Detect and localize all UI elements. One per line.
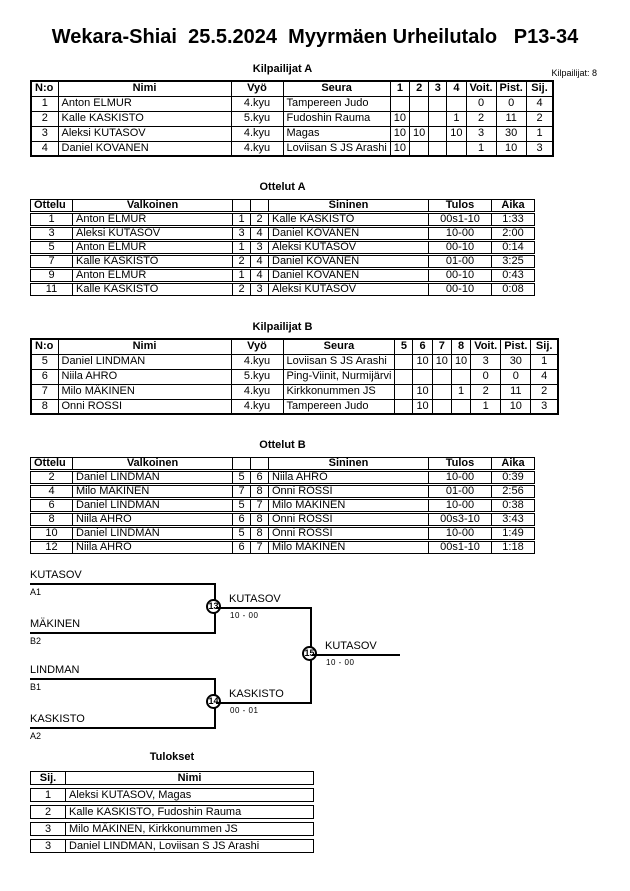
cell: 0:43 bbox=[491, 269, 535, 282]
cell: 3:25 bbox=[491, 255, 535, 268]
col-header-valkoinen: Valkoinen bbox=[72, 457, 232, 470]
col-header-vyo: Vyö bbox=[231, 339, 283, 354]
bracket-underline bbox=[30, 678, 216, 680]
result-row bbox=[30, 822, 314, 836]
col-header-blank bbox=[232, 199, 250, 212]
bracket-player-name: MÄKINEN bbox=[30, 618, 81, 630]
cell: Anton ELMUR bbox=[58, 96, 231, 111]
kilpailijat-a-table bbox=[30, 80, 554, 157]
cell: 2 bbox=[30, 471, 72, 484]
cell: Fudoshin Rauma bbox=[283, 111, 390, 126]
cell: 11 bbox=[496, 111, 526, 126]
cell bbox=[395, 399, 413, 414]
col-header-sij: Sij. bbox=[531, 339, 558, 354]
cell: 00s3-10 bbox=[428, 513, 491, 526]
cell: 10 bbox=[390, 141, 409, 156]
cell: 2 bbox=[250, 213, 268, 226]
cell: 3 bbox=[250, 283, 268, 296]
cell: Aleksi KUTASOV bbox=[268, 283, 428, 296]
ottelut-a-table bbox=[30, 198, 535, 297]
cell: 5.kyu bbox=[231, 111, 283, 126]
result-row bbox=[30, 805, 314, 819]
col-header-seura: Seura bbox=[283, 81, 390, 96]
cell: 2 bbox=[232, 255, 250, 268]
match-row bbox=[30, 485, 535, 498]
competitor-row bbox=[31, 354, 558, 369]
cell: 4 bbox=[526, 96, 553, 111]
match-row bbox=[30, 283, 535, 296]
col-header-tulos: Tulos bbox=[428, 199, 491, 212]
col-header-2: 2 bbox=[410, 81, 429, 96]
cell: 7 bbox=[232, 485, 250, 498]
cell: 3 bbox=[30, 227, 72, 240]
cell: 4.kyu bbox=[231, 96, 283, 111]
cell: 01-00 bbox=[428, 255, 491, 268]
cell: 4 bbox=[250, 227, 268, 240]
result-row bbox=[30, 839, 314, 853]
tulokset-table bbox=[30, 768, 314, 856]
col-header-pist: Pist. bbox=[501, 339, 531, 354]
col-header-seura: Seura bbox=[283, 339, 395, 354]
cell: 1 bbox=[232, 241, 250, 254]
bracket-score: 10 - 00 bbox=[230, 611, 259, 620]
bracket-underline bbox=[30, 632, 216, 634]
cell: 0:38 bbox=[491, 499, 535, 512]
col-header-5: 5 bbox=[395, 339, 413, 354]
cell: 0 bbox=[496, 96, 526, 111]
cell: Kalle KASKISTO bbox=[268, 213, 428, 226]
bracket-seed-label: A2 bbox=[30, 731, 42, 741]
cell: 8 bbox=[250, 527, 268, 540]
col-header-sij: Sij. bbox=[30, 771, 65, 785]
cell: Aleksi KUTASOV, Magas bbox=[65, 788, 314, 802]
col-header-voit: Voit. bbox=[466, 81, 496, 96]
competitor-row bbox=[31, 96, 553, 111]
cell: Daniel LINDMAN bbox=[72, 471, 232, 484]
cell: Niila AHRO bbox=[268, 471, 428, 484]
cell: 2 bbox=[30, 805, 65, 819]
cell: 3 bbox=[31, 126, 58, 141]
cell: 4 bbox=[250, 269, 268, 282]
cell: 0 bbox=[471, 369, 501, 384]
cell: Tampereen Judo bbox=[283, 96, 390, 111]
competitors-count: Kilpailijat: 8 bbox=[551, 68, 597, 78]
cell: 11 bbox=[501, 384, 531, 399]
cell: Anton ELMUR bbox=[72, 269, 232, 282]
match-row bbox=[30, 269, 535, 282]
cell: 7 bbox=[250, 541, 268, 554]
bracket-winner-name: KUTASOV bbox=[229, 593, 281, 605]
cell: 10 bbox=[410, 126, 429, 141]
cell: 0:39 bbox=[491, 471, 535, 484]
match-row bbox=[30, 227, 535, 240]
cell: 10 bbox=[501, 399, 531, 414]
cell: 10 bbox=[432, 354, 451, 369]
cell bbox=[429, 96, 447, 111]
col-header-blank bbox=[232, 457, 250, 470]
cell: 1 bbox=[447, 111, 466, 126]
cell: 10 bbox=[413, 399, 432, 414]
cell: Tampereen Judo bbox=[283, 399, 395, 414]
cell: Daniel LINDMAN, Loviisan S JS Arashi bbox=[65, 839, 314, 853]
bracket-winner-line bbox=[312, 654, 400, 656]
cell: 2 bbox=[471, 384, 501, 399]
cell: Loviisan S JS Arashi bbox=[283, 141, 390, 156]
col-header-sij: Sij. bbox=[526, 81, 553, 96]
cell: 30 bbox=[496, 126, 526, 141]
cell: 4 bbox=[30, 485, 72, 498]
cell: 11 bbox=[30, 283, 72, 296]
cell: 2:56 bbox=[491, 485, 535, 498]
cell: 4 bbox=[31, 141, 58, 156]
cell: Milo MÄKINEN, Kirkkonummen JS bbox=[65, 822, 314, 836]
cell: 0:08 bbox=[491, 283, 535, 296]
bracket-player-name: KASKISTO bbox=[30, 713, 85, 725]
cell: 3:43 bbox=[491, 513, 535, 526]
match-row bbox=[30, 471, 535, 484]
col-header-sininen: Sininen bbox=[268, 199, 428, 212]
cell: Daniel KOVANEN bbox=[58, 141, 231, 156]
cell: Ping-Viinit, Nurmijärvi bbox=[283, 369, 395, 384]
col-header-vyo: Vyö bbox=[231, 81, 283, 96]
cell: Niila AHRO bbox=[58, 369, 231, 384]
cell: 2 bbox=[232, 283, 250, 296]
cell: 1 bbox=[30, 213, 72, 226]
cell: 10 bbox=[30, 527, 72, 540]
bracket-player-name: KUTASOV bbox=[30, 569, 82, 581]
bracket-match-number: 14 bbox=[206, 694, 221, 709]
cell: 0:14 bbox=[491, 241, 535, 254]
match-row bbox=[30, 213, 535, 226]
cell: 1 bbox=[466, 141, 496, 156]
cell: 1:33 bbox=[491, 213, 535, 226]
bracket-winner-line bbox=[216, 702, 312, 704]
col-header-8: 8 bbox=[451, 339, 470, 354]
competitor-row bbox=[31, 369, 558, 384]
cell bbox=[410, 96, 429, 111]
ottelut-b-table bbox=[30, 456, 535, 555]
cell: 8 bbox=[31, 399, 58, 414]
cell: 4 bbox=[250, 255, 268, 268]
cell: 00-10 bbox=[428, 241, 491, 254]
bracket-score: 00 - 01 bbox=[230, 706, 259, 715]
match-row bbox=[30, 541, 535, 554]
cell: Daniel LINDMAN bbox=[72, 527, 232, 540]
cell: 1 bbox=[526, 126, 553, 141]
cell bbox=[410, 111, 429, 126]
cell: 0 bbox=[501, 369, 531, 384]
cell: 1:18 bbox=[491, 541, 535, 554]
match-row bbox=[30, 499, 535, 512]
cell: Kalle KASKISTO, Fudoshin Rauma bbox=[65, 805, 314, 819]
col-header-no: N:o bbox=[31, 339, 58, 354]
cell: 7 bbox=[31, 384, 58, 399]
cell: 9 bbox=[30, 269, 72, 282]
cell: 1 bbox=[531, 354, 558, 369]
cell: Daniel KOVANEN bbox=[268, 227, 428, 240]
cell: 6 bbox=[250, 471, 268, 484]
cell: 7 bbox=[250, 499, 268, 512]
cell bbox=[429, 141, 447, 156]
cell: 3 bbox=[250, 241, 268, 254]
header-row bbox=[30, 457, 535, 470]
col-header-1: 1 bbox=[390, 81, 409, 96]
cell bbox=[410, 141, 429, 156]
cell: Loviisan S JS Arashi bbox=[283, 354, 395, 369]
competitor-row bbox=[31, 384, 558, 399]
bracket-player-name: LINDMAN bbox=[30, 664, 80, 676]
col-header-tulos: Tulos bbox=[428, 457, 491, 470]
cell: 5 bbox=[232, 499, 250, 512]
cell: Daniel LINDMAN bbox=[72, 499, 232, 512]
cell: 3 bbox=[471, 354, 501, 369]
cell: 10 bbox=[451, 354, 470, 369]
cell bbox=[451, 399, 470, 414]
cell bbox=[432, 369, 451, 384]
medal-bracket bbox=[0, 567, 630, 743]
cell: Milo MÄKINEN bbox=[268, 499, 428, 512]
cell bbox=[395, 384, 413, 399]
cell: 8 bbox=[30, 513, 72, 526]
cell: Aleksi KUTASOV bbox=[268, 241, 428, 254]
cell: 10 bbox=[413, 384, 432, 399]
cell: Aleksi KUTASOV bbox=[72, 227, 232, 240]
cell: 2 bbox=[31, 111, 58, 126]
cell bbox=[429, 126, 447, 141]
cell: Aleksi KUTASOV bbox=[58, 126, 231, 141]
cell bbox=[447, 141, 466, 156]
bracket-score: 10 - 00 bbox=[326, 658, 355, 667]
cell: 1 bbox=[232, 269, 250, 282]
cell: 2 bbox=[531, 384, 558, 399]
result-row bbox=[30, 788, 314, 802]
cell bbox=[390, 96, 409, 111]
cell: 5 bbox=[31, 354, 58, 369]
competitor-row bbox=[31, 399, 558, 414]
cell: 3 bbox=[526, 141, 553, 156]
section-title-kilpailijat-b: Kilpailijat B bbox=[252, 321, 313, 333]
cell: 2:00 bbox=[491, 227, 535, 240]
cell: Niila AHRO bbox=[72, 513, 232, 526]
cell: Onni ROSSI bbox=[268, 527, 428, 540]
cell: 3 bbox=[30, 822, 65, 836]
col-header-7: 7 bbox=[432, 339, 451, 354]
cell: 10-00 bbox=[428, 527, 491, 540]
col-header-nimi: Nimi bbox=[65, 771, 314, 785]
cell: 4.kyu bbox=[231, 126, 283, 141]
col-header-4: 4 bbox=[447, 81, 466, 96]
cell: 3 bbox=[466, 126, 496, 141]
kilpailijat-b-table bbox=[30, 338, 559, 415]
cell: Kalle KASKISTO bbox=[72, 283, 232, 296]
cell: 12 bbox=[30, 541, 72, 554]
cell: 8 bbox=[250, 513, 268, 526]
cell bbox=[413, 369, 432, 384]
cell: Milo MÄKINEN bbox=[268, 541, 428, 554]
cell: 6 bbox=[232, 541, 250, 554]
cell: Onni ROSSI bbox=[58, 399, 231, 414]
cell: 4.kyu bbox=[231, 399, 283, 414]
cell: 5 bbox=[232, 527, 250, 540]
bracket-winner-name: KASKISTO bbox=[229, 688, 284, 700]
cell: 3 bbox=[232, 227, 250, 240]
cell: Kirkkonummen JS bbox=[283, 384, 395, 399]
competitor-row bbox=[31, 111, 553, 126]
cell: 6 bbox=[232, 513, 250, 526]
cell: 10 bbox=[447, 126, 466, 141]
cell: Magas bbox=[283, 126, 390, 141]
cell: 5.kyu bbox=[231, 369, 283, 384]
header-row bbox=[31, 81, 553, 96]
header-row bbox=[30, 771, 314, 785]
cell: 4 bbox=[531, 369, 558, 384]
cell: 4.kyu bbox=[231, 141, 283, 156]
cell: 1 bbox=[451, 384, 470, 399]
cell: Anton ELMUR bbox=[72, 213, 232, 226]
cell: 10 bbox=[413, 354, 432, 369]
cell: 1:49 bbox=[491, 527, 535, 540]
cell: 6 bbox=[31, 369, 58, 384]
cell: 00-10 bbox=[428, 269, 491, 282]
cell bbox=[395, 354, 413, 369]
col-header-ottelu: Ottelu bbox=[30, 457, 72, 470]
page-title: Wekara-Shiai 25.5.2024 Myyrmäen Urheilutalo P13-34 bbox=[51, 26, 579, 48]
cell: 5 bbox=[232, 471, 250, 484]
cell: 00s1-10 bbox=[428, 541, 491, 554]
cell: 00-10 bbox=[428, 283, 491, 296]
cell: Milo MÄKINEN bbox=[72, 485, 232, 498]
cell: 1 bbox=[232, 213, 250, 226]
bracket-seed-label: B2 bbox=[30, 636, 42, 646]
col-header-blank bbox=[250, 199, 268, 212]
cell: 1 bbox=[471, 399, 501, 414]
match-row bbox=[30, 527, 535, 540]
cell: Onni ROSSI bbox=[268, 513, 428, 526]
bracket-winner-name: KUTASOV bbox=[325, 640, 377, 652]
bracket-match-number: 13 bbox=[206, 599, 221, 614]
cell: 01-00 bbox=[428, 485, 491, 498]
cell: 30 bbox=[501, 354, 531, 369]
col-header-aika: Aika bbox=[491, 199, 535, 212]
col-header-nimi: Nimi bbox=[58, 339, 231, 354]
col-header-voit: Voit. bbox=[471, 339, 501, 354]
cell: 00s1-10 bbox=[428, 213, 491, 226]
section-title-ottelut-a: Ottelut A bbox=[259, 181, 306, 193]
cell: Niila AHRO bbox=[72, 541, 232, 554]
cell: 10-00 bbox=[428, 471, 491, 484]
bracket-underline bbox=[30, 583, 216, 585]
col-header-blank bbox=[250, 457, 268, 470]
cell bbox=[429, 111, 447, 126]
cell: 7 bbox=[30, 255, 72, 268]
cell: 3 bbox=[30, 839, 65, 853]
cell: 10-00 bbox=[428, 499, 491, 512]
cell: Anton ELMUR bbox=[72, 241, 232, 254]
cell bbox=[451, 369, 470, 384]
col-header-3: 3 bbox=[429, 81, 447, 96]
cell: 6 bbox=[30, 499, 72, 512]
bracket-seed-label: A1 bbox=[30, 587, 42, 597]
section-title-ottelut-b: Ottelut B bbox=[259, 439, 306, 451]
cell: Kalle KASKISTO bbox=[58, 111, 231, 126]
cell bbox=[432, 399, 451, 414]
col-header-pist: Pist. bbox=[496, 81, 526, 96]
match-row bbox=[30, 255, 535, 268]
cell: 5 bbox=[30, 241, 72, 254]
col-header-6: 6 bbox=[413, 339, 432, 354]
match-row bbox=[30, 513, 535, 526]
cell: 2 bbox=[526, 111, 553, 126]
section-title-kilpailijat-a: Kilpailijat A bbox=[252, 63, 313, 75]
cell: Daniel LINDMAN bbox=[58, 354, 231, 369]
cell bbox=[395, 369, 413, 384]
cell: 10 bbox=[496, 141, 526, 156]
bracket-match-number: 15 bbox=[302, 646, 317, 661]
bracket-seed-label: B1 bbox=[30, 682, 42, 692]
cell: 4.kyu bbox=[231, 354, 283, 369]
cell: Onni ROSSI bbox=[268, 485, 428, 498]
cell: 8 bbox=[250, 485, 268, 498]
bracket-underline bbox=[30, 727, 216, 729]
cell: 4.kyu bbox=[231, 384, 283, 399]
cell: 1 bbox=[30, 788, 65, 802]
col-header-ottelu: Ottelu bbox=[30, 199, 72, 212]
cell: 10-00 bbox=[428, 227, 491, 240]
header-row bbox=[31, 339, 558, 354]
bracket-winner-line bbox=[216, 607, 312, 609]
cell: Daniel KOVANEN bbox=[268, 269, 428, 282]
cell: Daniel KOVANEN bbox=[268, 255, 428, 268]
cell: Kalle KASKISTO bbox=[72, 255, 232, 268]
header-row bbox=[30, 199, 535, 212]
section-title-tulokset: Tulokset bbox=[149, 751, 195, 763]
competitor-row bbox=[31, 126, 553, 141]
cell: Milo MÄKINEN bbox=[58, 384, 231, 399]
cell: 10 bbox=[390, 126, 409, 141]
cell bbox=[447, 96, 466, 111]
cell: 0 bbox=[466, 96, 496, 111]
cell: 3 bbox=[531, 399, 558, 414]
cell: 10 bbox=[390, 111, 409, 126]
cell bbox=[432, 384, 451, 399]
col-header-sininen: Sininen bbox=[268, 457, 428, 470]
cell: 1 bbox=[31, 96, 58, 111]
col-header-aika: Aika bbox=[491, 457, 535, 470]
col-header-valkoinen: Valkoinen bbox=[72, 199, 232, 212]
cell: 2 bbox=[466, 111, 496, 126]
competitor-row bbox=[31, 141, 553, 156]
match-row bbox=[30, 241, 535, 254]
col-header-nimi: Nimi bbox=[58, 81, 231, 96]
col-header-no: N:o bbox=[31, 81, 58, 96]
